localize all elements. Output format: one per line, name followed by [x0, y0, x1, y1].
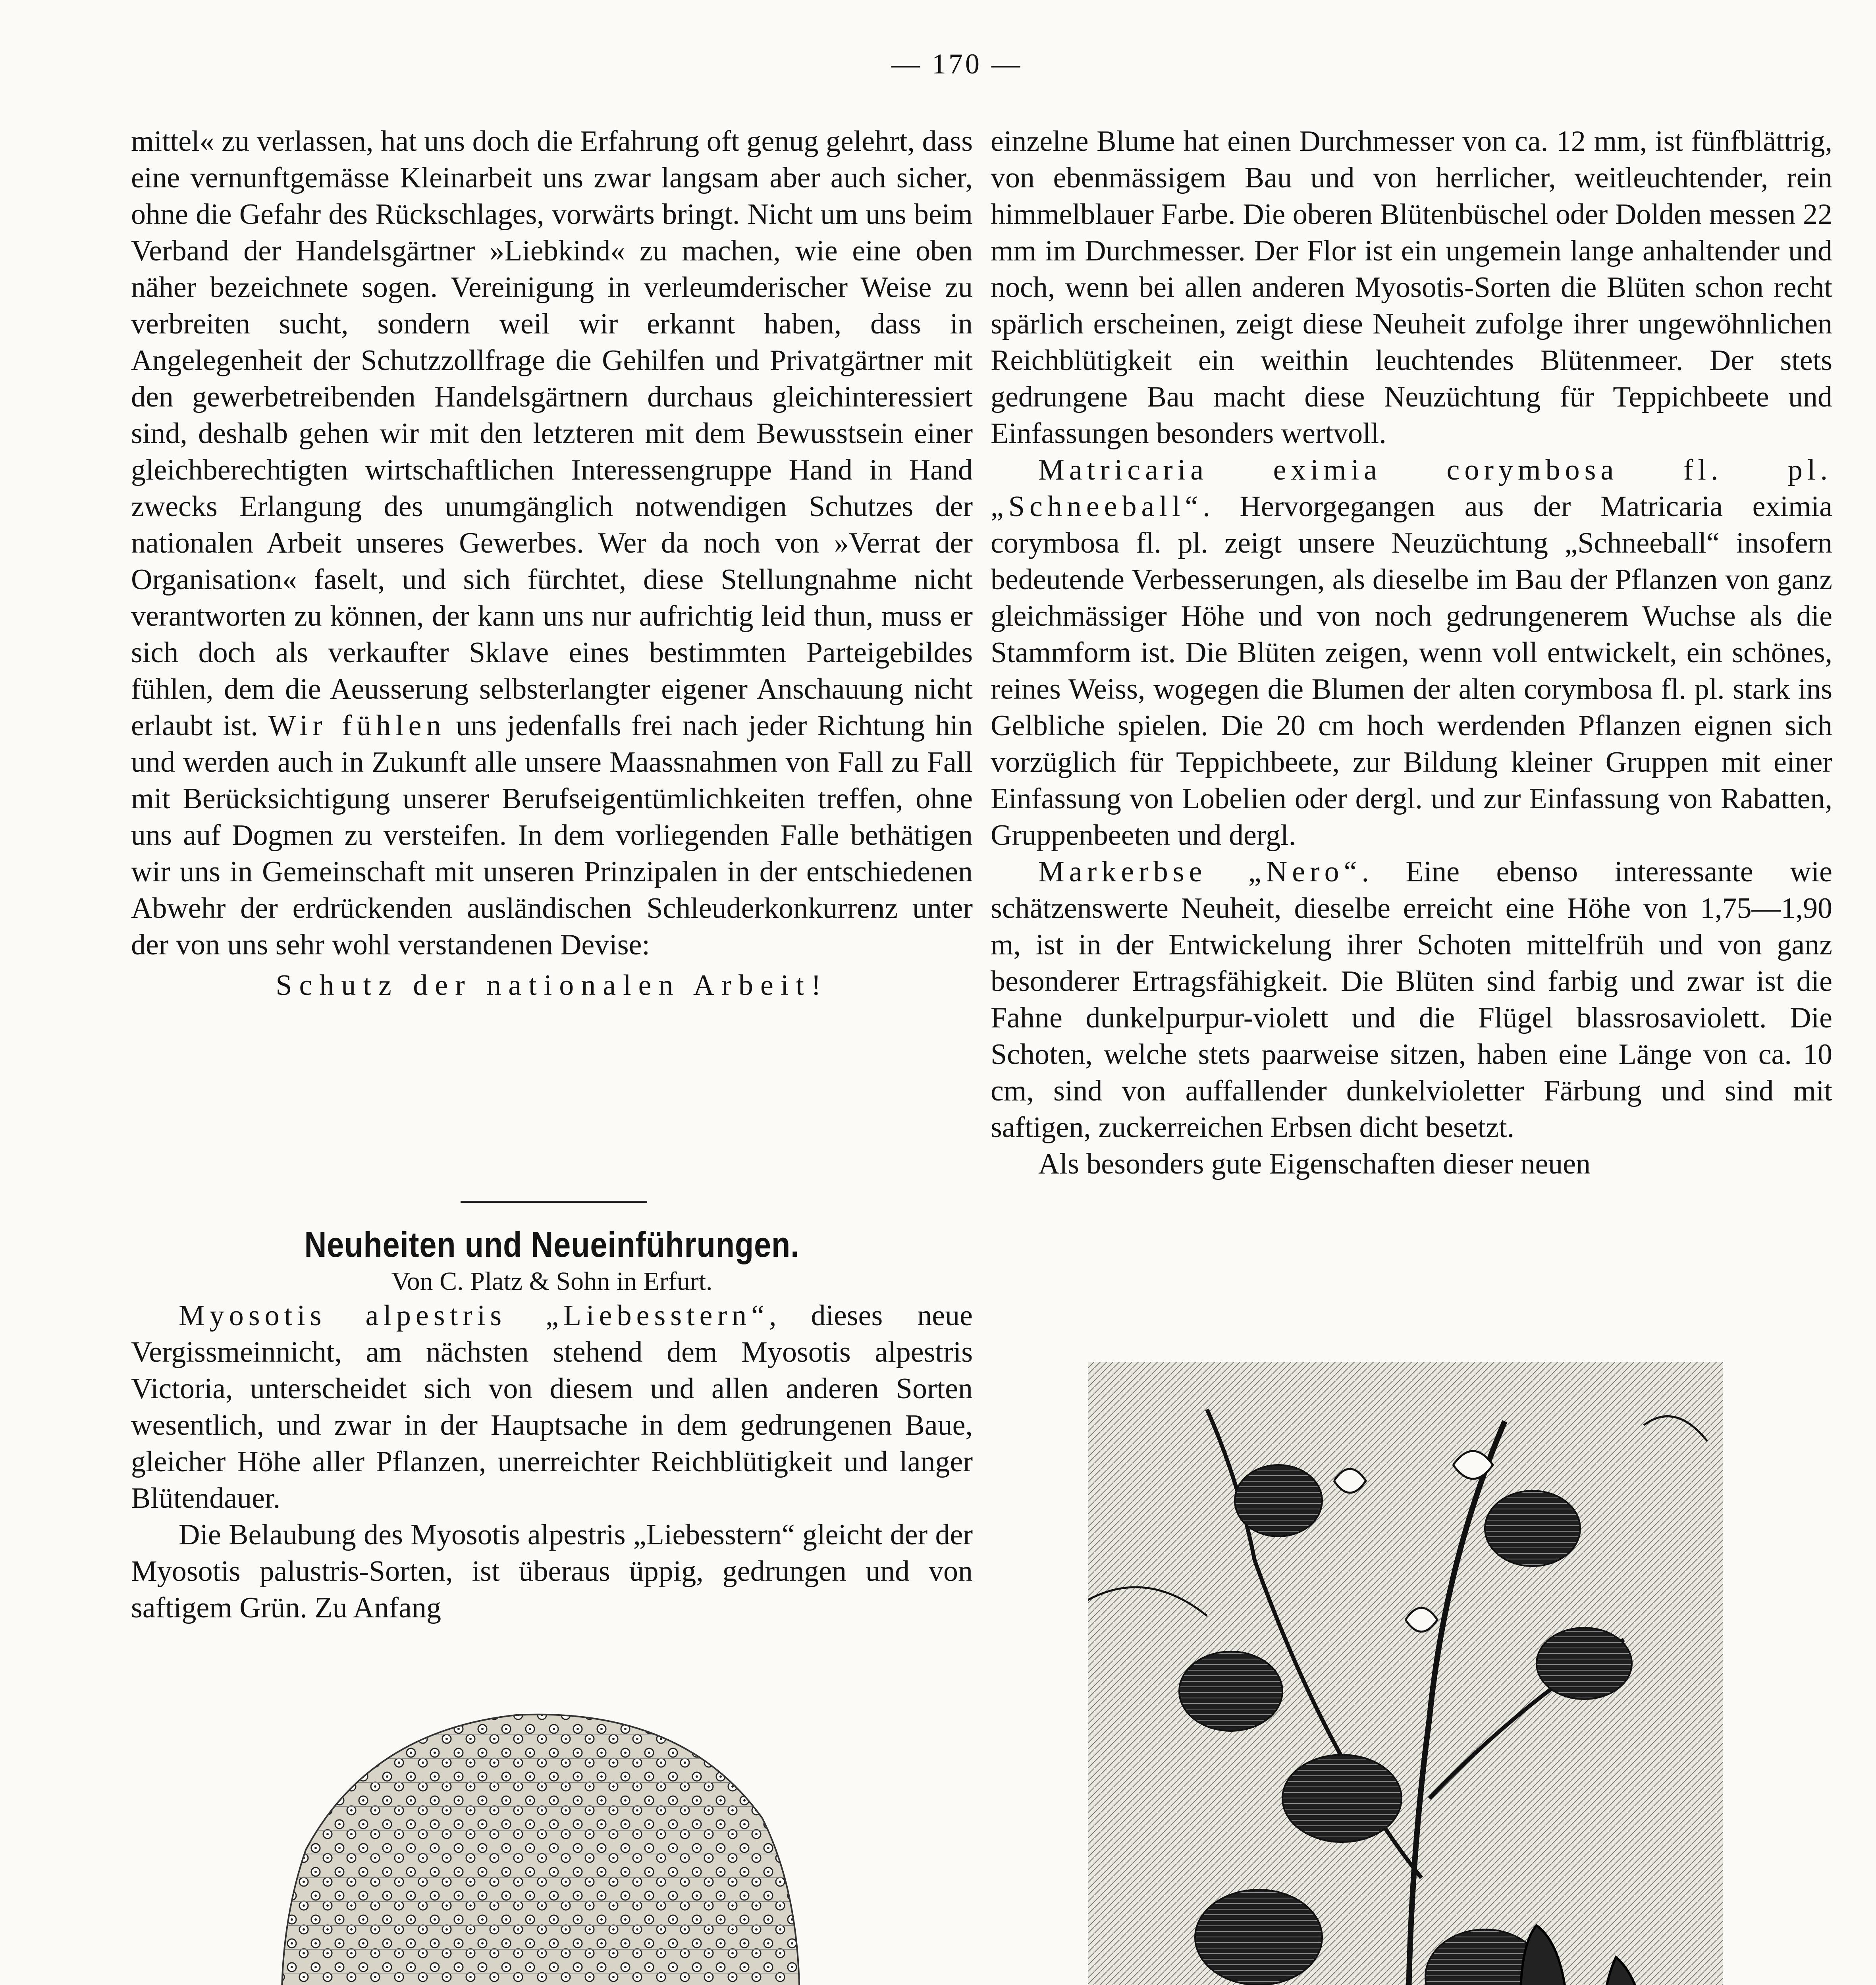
- belaubung-paragraph: Die Belaubung des Myosotis alpestris „Liebesstern“ gleicht der der Myosotis palustris-Sorten, ist überaus üppig, gedrungen und von saftigem Grün. Zu Anfang: [131, 1519, 973, 1624]
- section-heading: Neuheiten und Neueinführungen.: [304, 1225, 800, 1265]
- pea-plant-illustration: [1088, 1362, 1723, 1985]
- left-column-section: [131, 1225, 973, 1626]
- spaced-emphasis: Wir fühlen: [268, 709, 446, 742]
- motto: Schutz der nationalen Arbeit!: [276, 969, 828, 1002]
- left-column: [131, 123, 973, 1004]
- als-paragraph: Als besonders gute Eigenschaften dieser neuen: [1038, 1148, 1591, 1180]
- myosotis-paragraph: [131, 1297, 973, 1517]
- page-number: — 170 —: [891, 48, 1022, 80]
- myosotis-name: Myosotis alpestris „Liebesstern“: [179, 1299, 769, 1332]
- byline: Von C. Platz & Sohn in Erfurt.: [391, 1267, 713, 1296]
- right-top-paragraph: einzelne Blume hat einen Durchmesser von ca. 12 mm, ist fünfblättrig, von ebenmässigem Bau und von herrlicher, weitleuchtender, rein himmelblauer Farbe. Die oberen Blütenbüschel oder Dolden messen 22 mm im Durchmesser. Der Flor ist ein ungemein lange anhaltender und noch, wenn bei allen anderen Myosotis-Sorten die Blüten schon recht spärlich erscheinen, zeigt diese Neuheit zufolge ihrer ungewöhnlichen Reichblütigkeit ein weithin leuchtendes Blütenmeer. Der stets gedrungene Bau macht diese Neuzüchtung für Teppichbeete und Einfassungen besonders wertvoll.: [991, 125, 1832, 450]
- markerbse-name: Markerbse „Nero“: [1038, 856, 1362, 888]
- matricaria-name: Matricaria eximia corymbosa fl. pl. „Schneeball“: [991, 454, 1832, 523]
- matricaria-paragraph: [991, 452, 1832, 854]
- left-top-paragraph: [131, 123, 973, 963]
- markerbse-text: . Eine ebenso interessante wie schätzenswerte Neuheit, dieselbe erreicht eine Höhe von 1,75—1,90 m, ist in der Entwickelung ihrer Schoten mittelfrüh und von ganz besonderer Ertragsfähigkeit. Die Blüten sind farbig und zwar ist die Fahne dunkelpurpur-violett und die Flügel blassrosaviolett. Die Schoten, welche stets paarweise sitzen, haben eine Länge von ca. 10 cm, sind von auffallender dunkelvioletter Färbung und sind mit saftigen, zuckerreichen Erbsen dicht besetzt.: [991, 856, 1832, 1144]
- matricaria-text: . Hervorgegangen aus der Matricaria eximia corymbosa fl. pl. zeigt unsere Neuzüchtung „Schneeball“ insofern bedeutende Verbesserungen, als dieselbe im Bau der Pflanzen von ganz gleichmässiger Höhe und von noch gedrungenerem Wuchse als die Stammform ist. Die Blüten zeigen, wenn voll entwickelt, ein schönes, reines Weiss, wogegen die Blumen der alten corymbosa fl. pl. stark ins Gelbliche spielen. Die 20 cm hoch werdenden Pflanzen eignen sich vorzüglich für Teppichbeete, zur Bildung kleiner Gruppen mit einer Einfassung von Lobelien oder dergl. und zur Einfassung von Rabatten, Gruppenbeeten und dergl.: [991, 490, 1832, 852]
- section-divider: [461, 1201, 647, 1203]
- left-top-text-end: uns jedenfalls frei nach jeder Richtung hin und werden auch in Zukunft alle unsere Maassnahmen von Fall zu Fall mit Berücksichtigung unserer Berufseigentümlichkeiten treffen, ohne uns auf Dogmen zu versteifen. In dem vorliegenden Falle bethätigen wir uns in Gemeinschaft mit unseren Prinzipalen in der entschiedenen Abwehr der erdrückenden ausländischen Schleuderkonkurrenz unter der von uns sehr wohl verstandenen Devise:: [131, 709, 973, 961]
- myosotis-illustration: [238, 1699, 842, 1985]
- myosotis-text: , dieses neue Vergissmeinnicht, am nächsten stehend dem Myosotis alpestris Victoria, unterscheidet sich von diesem und allen anderen Sorten wesentlich, und zwar in der Hauptsache in dem gedrungenen Baue, gleicher Höhe aller Pflanzen, unerreichter Reichblütigkeit und langer Blütendauer.: [131, 1299, 973, 1515]
- right-column: [991, 123, 1832, 1182]
- left-top-text: mittel« zu verlassen, hat uns doch die Erfahrung oft genug gelehrt, dass eine vernunftgemässe Kleinarbeit uns zwar langsam aber auch sicher, ohne die Gefahr des Rückschlages, vorwärts bringt. Nicht um uns beim Verband der Handelsgärtner »Liebkind« zu machen, wie eine oben näher bezeichnete sogen. Vereinigung in verleumderischer Weise zu verbreiten sucht, sondern weil wir erkannt haben, dass in Angelegenheit der Schutzzollfrage die Gehilfen und Privatgärtner mit den gewerbetreibenden Handelsgärtnern durchaus gleichinteressiert sind, deshalb gehen wir mit den letzteren mit dem Bewusstsein einer gleichberechtigten wirtschaftlichen Interessengruppe Hand in Hand zwecks Erlangung des unumgänglich notwendigen Schutzes der nationalen Arbeit unseres Gewerbes. Wer da noch von »Verrat der Organisation« faselt, und sich fürchtet, diese Stellungnahme nicht verantworten zu können, der kann uns nur aufrichtig leid thun, muss er sich doch als verkaufter Sklave eines bestimmten Parteigebildes fühlen, dem die Aeusserung selbsterlangter eigener Anschauung nicht erlaubt ist.: [131, 125, 973, 742]
- markerbse-paragraph: [991, 854, 1832, 1146]
